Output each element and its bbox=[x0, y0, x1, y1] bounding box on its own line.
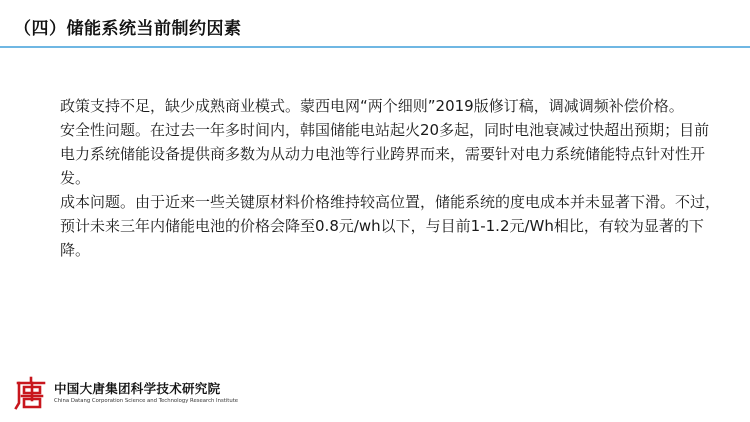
slide-title: （四）储能系统当前制约因素 bbox=[14, 19, 242, 39]
body-text bbox=[60, 94, 720, 262]
footer-logo bbox=[14, 376, 238, 410]
title-divider bbox=[0, 46, 750, 48]
org-name-en: China Datang Corporation Science and Technology Research Institute bbox=[54, 398, 239, 404]
paragraph-policy: 政策支持不足，缺少成熟商业模式。蒙西电网“两个细则”2019版修订稿，调减调频补偿价格。 bbox=[60, 97, 684, 115]
paragraph-cost: 成本问题。由于近来一些关键原材料价格维持较高位置，储能系统的度电成本并未显著下滑。不过，预计未来三年内储能电池的价格会降至0.8元/wh以下，与目前1-1.2元/Wh相比，有较为显著的下降。 bbox=[60, 193, 721, 259]
org-name-cn: 中国大唐集团科学技术研究院 bbox=[54, 381, 221, 396]
datang-logo-icon bbox=[14, 376, 48, 410]
paragraph-safety: 安全性问题。在过去一年多时间内，韩国储能电站起火20多起，同时电池衰减过快超出预期；目前电力系统储能设备提供商多数为从动力电池等行业跨界而来，需要针对电力系统储能特点针对性开发。 bbox=[60, 121, 710, 187]
